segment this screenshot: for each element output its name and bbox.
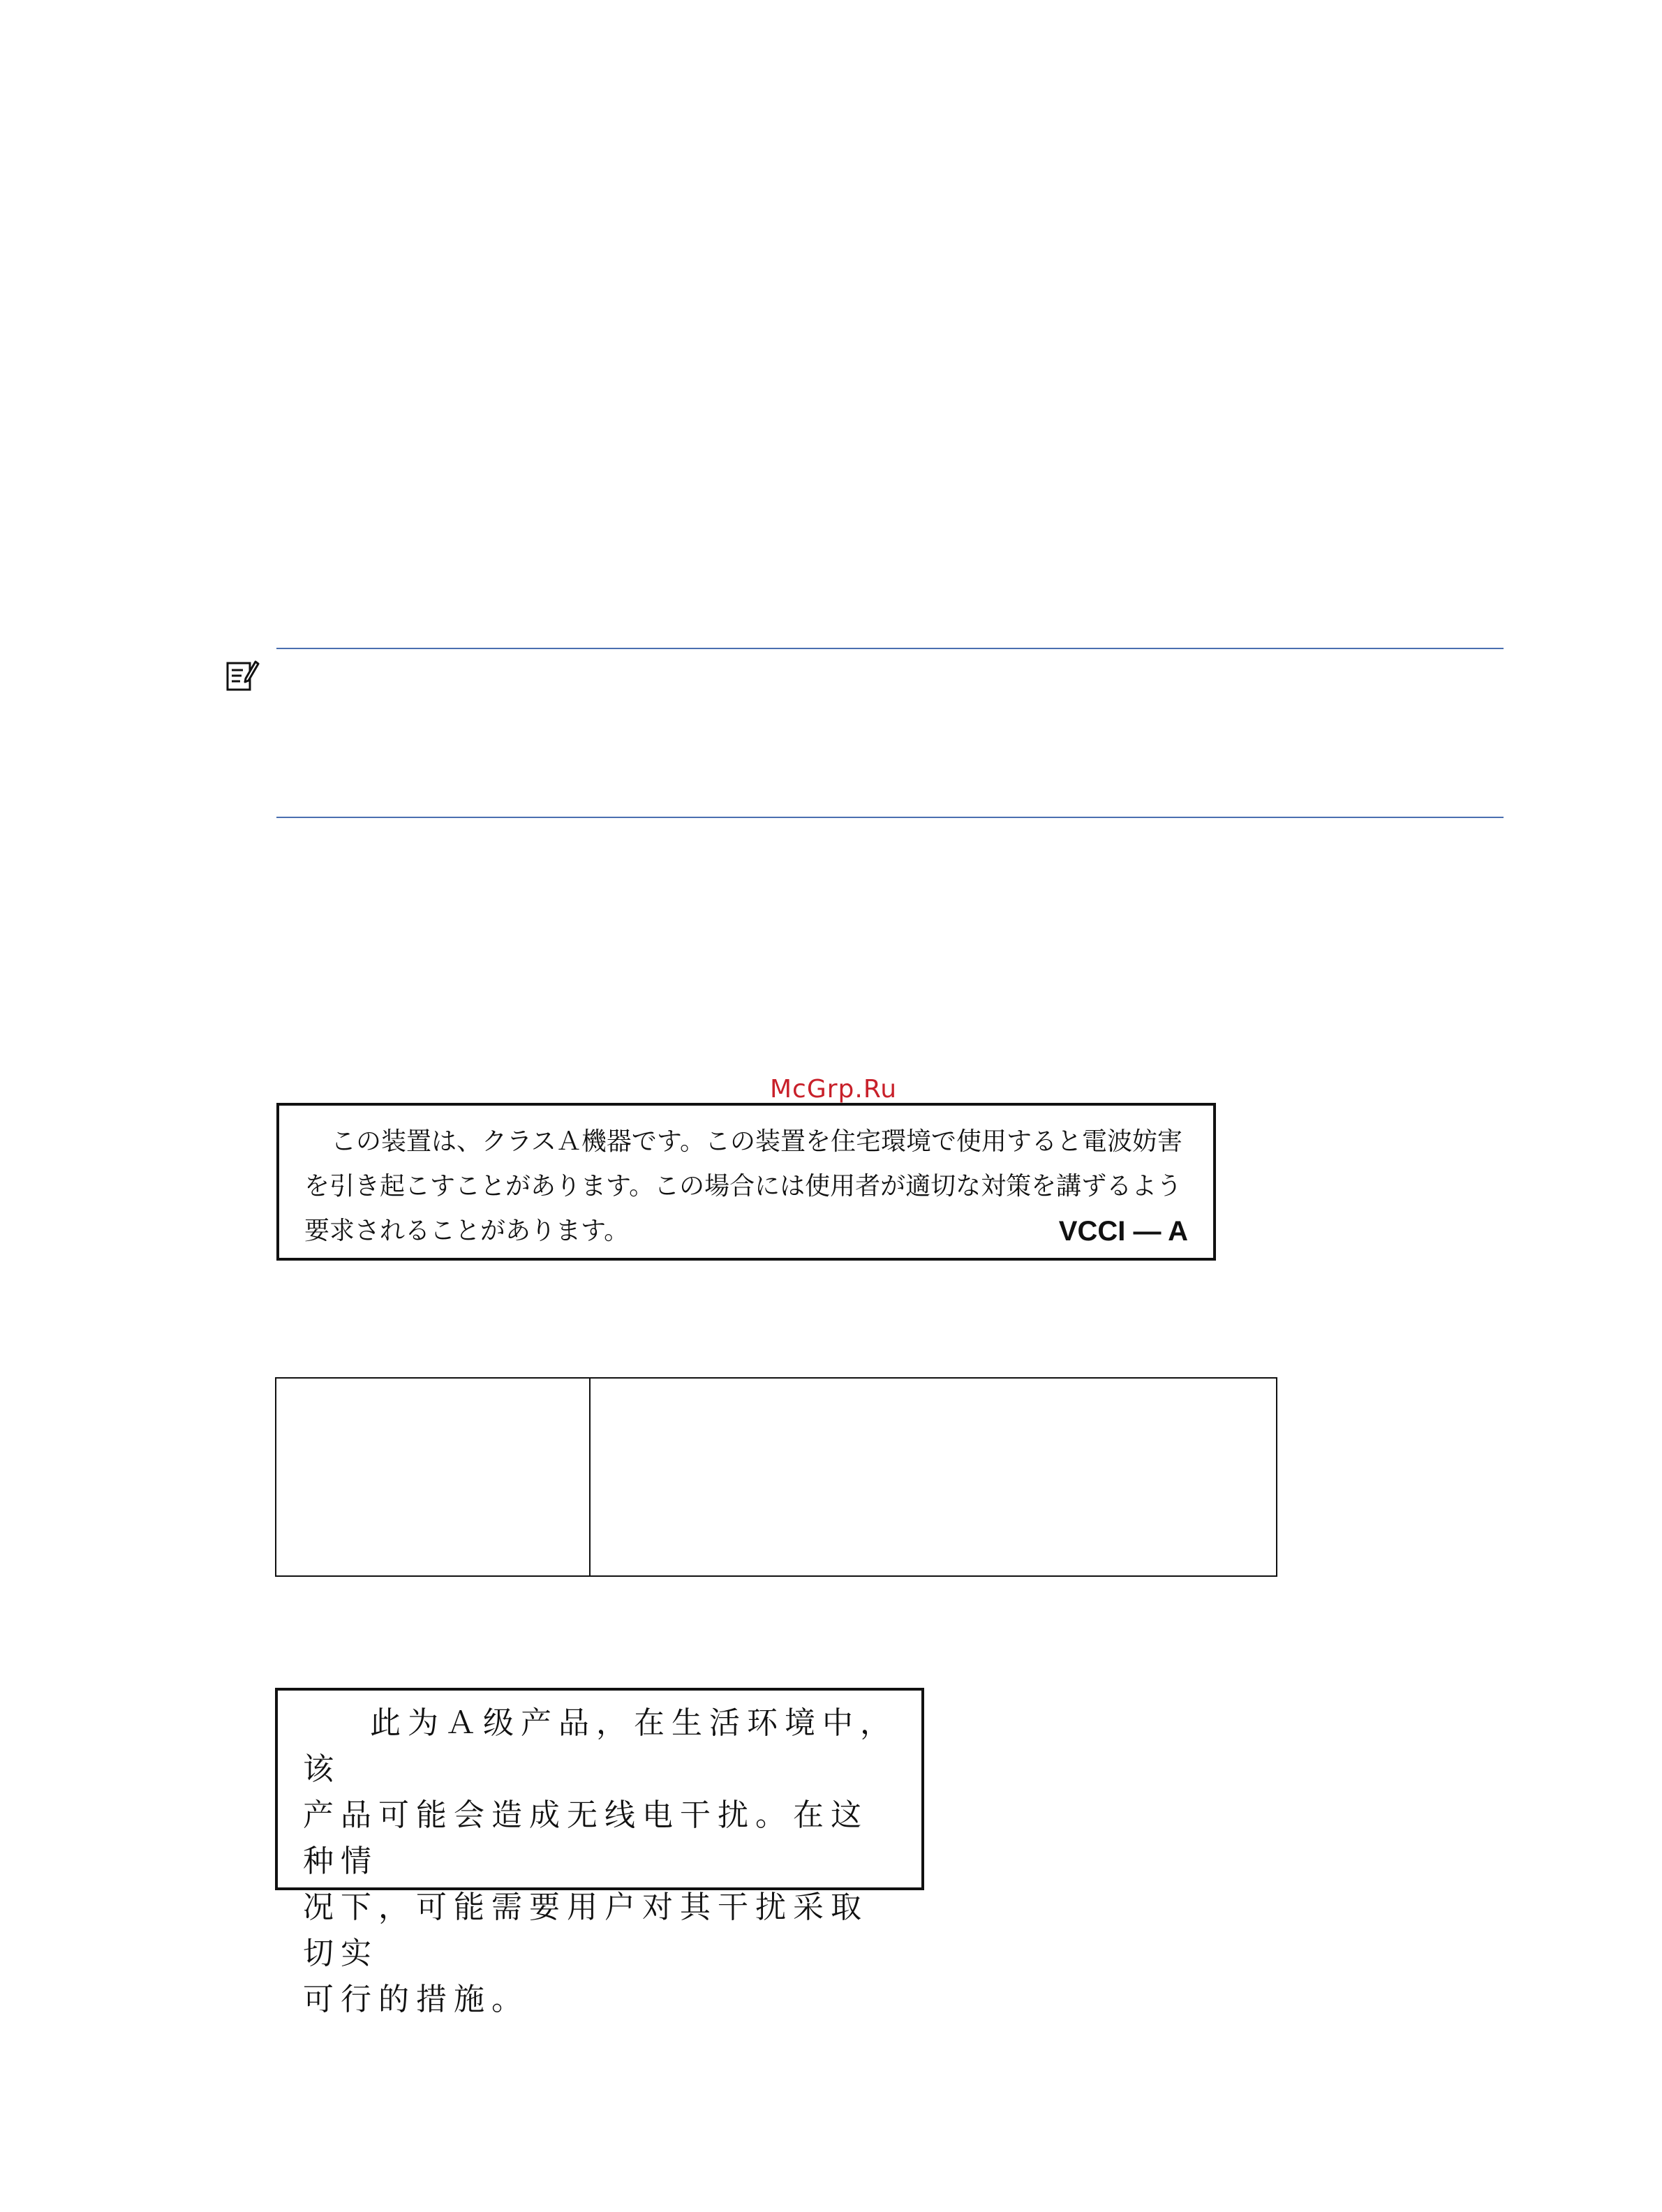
vcci-notice-box	[276, 1103, 1216, 1261]
cn-line-2: 产品可能会造成无线电干扰。在这种情	[303, 1797, 868, 1879]
cn-line-4: 可行的措施。	[303, 1982, 529, 2017]
empty-table	[275, 1377, 1277, 1577]
vcci-line-2: を引き起こすことがあります。この場合には使用者が適切な対策を講ずるよう	[304, 1172, 1182, 1201]
table-column-divider	[589, 1379, 591, 1575]
note-icon	[225, 658, 260, 692]
watermark: McGrp.Ru	[769, 1075, 898, 1104]
vcci-mark: VCCI — A	[1058, 1216, 1188, 1247]
vcci-line-3: 要求されることがあります。	[304, 1217, 630, 1245]
china-class-a-notice-box	[275, 1688, 924, 2017]
note-rule-top	[276, 648, 1504, 649]
vcci-line-1: この装置は、クラスＡ機器です。この装置を住宅環境で使用すると電波妨害	[331, 1127, 1183, 1156]
cn-line-3: 况下，可能需要用户对其干扰采取切实	[303, 1890, 868, 1971]
cn-line-1: 此为Ａ级产品，在生活环境中，该	[303, 1705, 898, 1787]
china-notice-text	[303, 1700, 903, 2023]
note-rule-bottom	[276, 817, 1504, 818]
